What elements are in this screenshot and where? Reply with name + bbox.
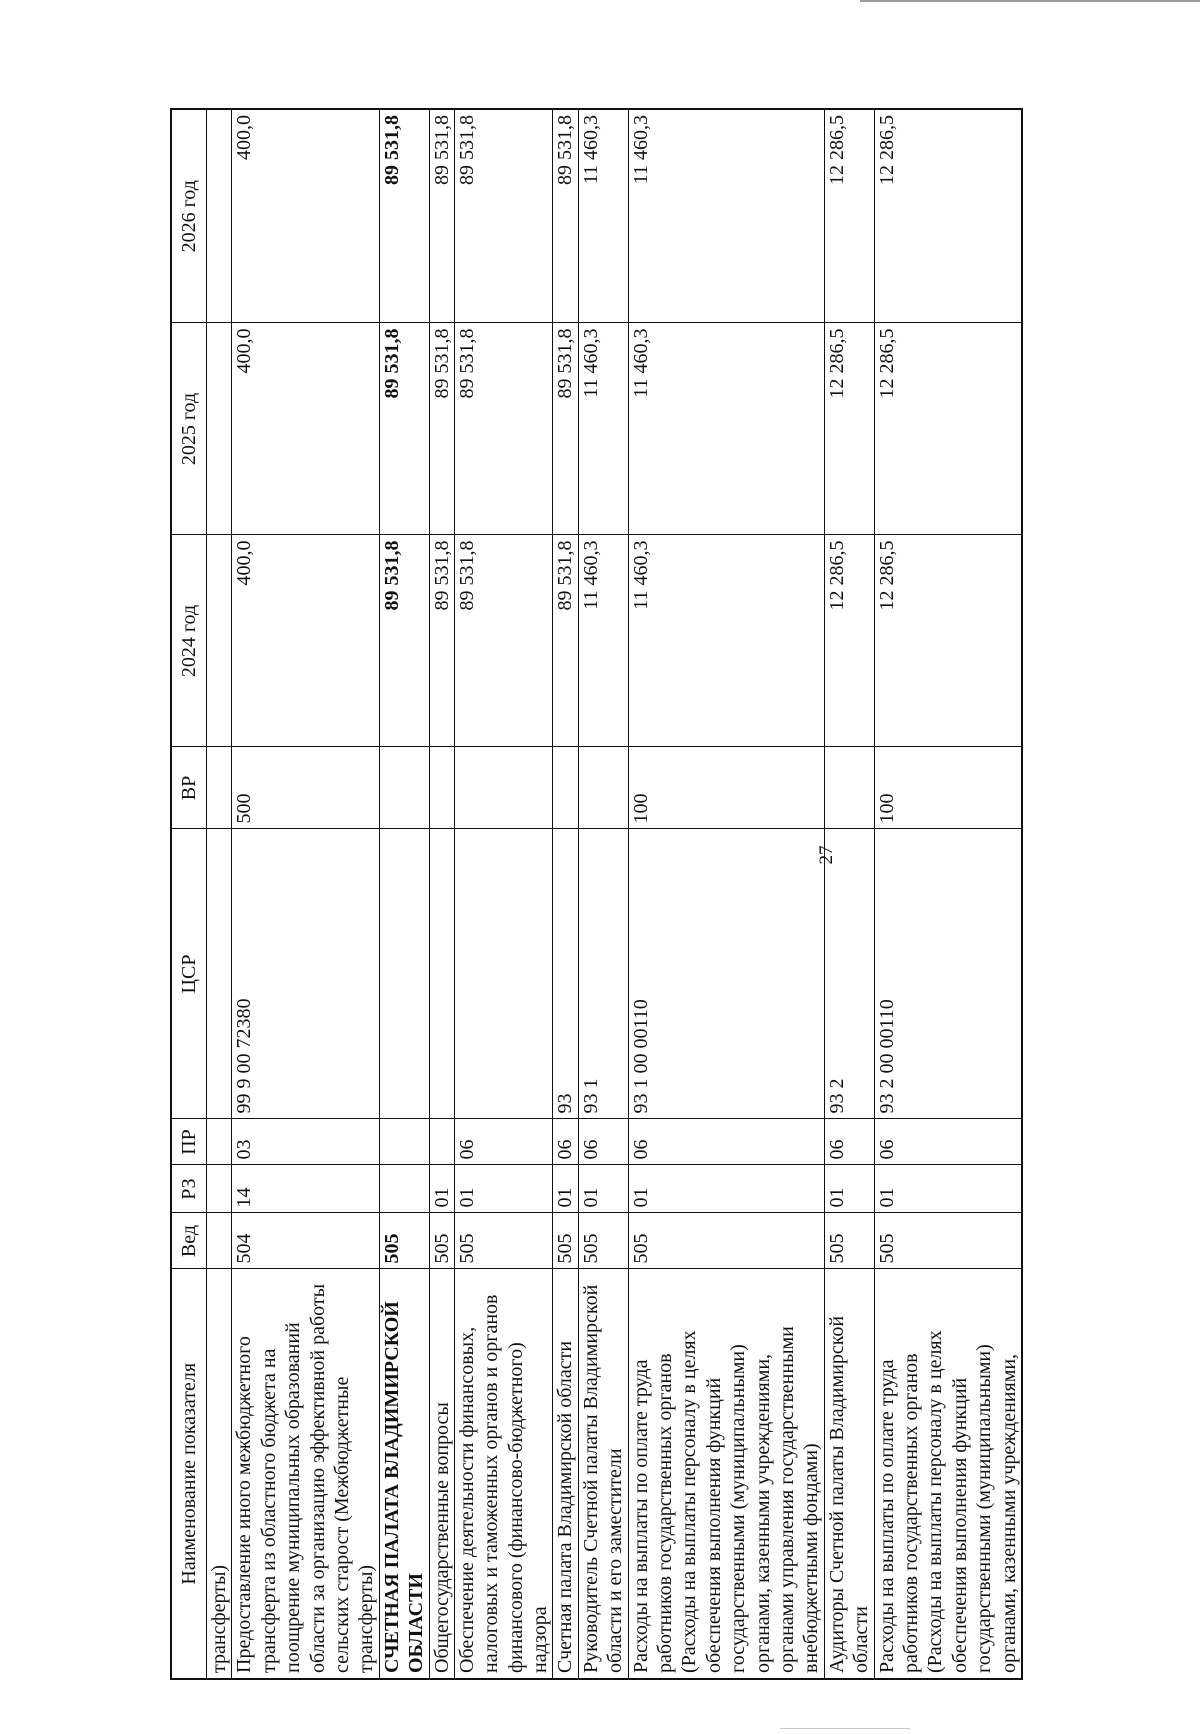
- cell-2025: 11 460,3: [628, 323, 824, 535]
- cell-name: Расходы на выплаты по оплате труда работников государственных органов (Расходы на выплаты персоналу в целях обеспечения выполнения функций государственными (муниципальными) органами, казенными учреждениями, органами управления государственными внебюджетными фондами): [628, 1269, 824, 1679]
- cell-vr: [824, 747, 874, 829]
- header-rz: РЗ: [171, 1165, 207, 1213]
- table-row: [207, 109, 232, 1679]
- cell-vr: 100: [874, 747, 1022, 829]
- budget-table: [170, 108, 1023, 1680]
- cell-ved: 505: [454, 1213, 553, 1269]
- cell-vr: [429, 747, 454, 829]
- cell-2024: 12 286,5: [874, 535, 1022, 747]
- cell-ved: 505: [874, 1213, 1022, 1269]
- cell-2024: 400,0: [232, 535, 379, 747]
- cell-vr: [379, 747, 429, 829]
- cell-pr: 06: [553, 1119, 578, 1165]
- cell-ved: 505: [379, 1213, 429, 1269]
- cell-2026: [207, 109, 232, 323]
- cell-rz: 01: [824, 1165, 874, 1213]
- cell-name: Обеспечение деятельности финансовых, налоговых и таможенных органов и органов финансового (финансово-бюджетного) надзора: [454, 1269, 553, 1679]
- cell-csr: 93 2: [824, 829, 874, 1119]
- cell-2025: 11 460,3: [578, 323, 628, 535]
- cell-2026: 89 531,8: [553, 109, 578, 323]
- table-row: [454, 109, 553, 1679]
- header-name: Наименование показателя: [171, 1269, 207, 1679]
- table-row: [578, 109, 628, 1679]
- cell-vr: [553, 747, 578, 829]
- cell-name: Расходы на выплаты по оплате труда работников государственных органов (Расходы на выплаты персоналу в целях обеспечения выполнения функций государственными (муниципальными) органами, казенными учреждениями,: [874, 1269, 1022, 1679]
- cell-2026: 12 286,5: [874, 109, 1022, 323]
- cell-pr: 06: [454, 1119, 553, 1165]
- cell-vr: 500: [232, 747, 379, 829]
- cell-pr: 06: [578, 1119, 628, 1165]
- header-pr: ПР: [171, 1119, 207, 1165]
- cell-ved: 505: [628, 1213, 824, 1269]
- cell-vr: [454, 747, 553, 829]
- header-csr: ЦСР: [171, 829, 207, 1119]
- cell-2026: 89 531,8: [454, 109, 553, 323]
- cell-ved: 505: [553, 1213, 578, 1269]
- cell-vr: [578, 747, 628, 829]
- cell-rz: 14: [232, 1165, 379, 1213]
- cell-ved: 504: [232, 1213, 379, 1269]
- cell-rz: 01: [578, 1165, 628, 1213]
- cell-csr: [379, 829, 429, 1119]
- header-ved: Вед: [171, 1213, 207, 1269]
- cell-2026: 11 460,3: [628, 109, 824, 323]
- cell-2024: 89 531,8: [379, 535, 429, 747]
- cell-pr: 06: [874, 1119, 1022, 1165]
- cell-csr: [429, 829, 454, 1119]
- cell-2024: 12 286,5: [824, 535, 874, 747]
- cell-2025: 89 531,8: [454, 323, 553, 535]
- cell-2025: [207, 323, 232, 535]
- cell-2024: 89 531,8: [454, 535, 553, 747]
- cell-name: Счетная палата Владимирской области: [553, 1269, 578, 1679]
- table-row: [824, 109, 874, 1679]
- cell-csr: 93: [553, 829, 578, 1119]
- cell-pr: 06: [628, 1119, 824, 1165]
- table-header-row: [171, 109, 207, 1679]
- scan-edge-line-bottom: [780, 1728, 910, 1729]
- cell-2026: 89 531,8: [379, 109, 429, 323]
- cell-rz: 01: [628, 1165, 824, 1213]
- cell-ved: 505: [824, 1213, 874, 1269]
- cell-ved: 505: [578, 1213, 628, 1269]
- cell-2026: 89 531,8: [429, 109, 454, 323]
- cell-2026: 12 286,5: [824, 109, 874, 323]
- cell-2024: 89 531,8: [429, 535, 454, 747]
- header-2025: 2025 год: [171, 323, 207, 535]
- cell-vr: 100: [628, 747, 824, 829]
- header-2024: 2024 год: [171, 535, 207, 747]
- cell-name: трансферты): [207, 1269, 232, 1679]
- cell-2025: 89 531,8: [553, 323, 578, 535]
- cell-ved: [207, 1213, 232, 1269]
- page-number: 27: [816, 845, 837, 865]
- cell-pr: 06: [824, 1119, 874, 1165]
- cell-name: Руководитель Счетной палаты Владимирской области и его заместители: [578, 1269, 628, 1679]
- cell-pr: [379, 1119, 429, 1165]
- cell-2026: 11 460,3: [578, 109, 628, 323]
- cell-2024: [207, 535, 232, 747]
- cell-name: Аудиторы Счетной палаты Владимирской области: [824, 1269, 874, 1679]
- rotated-page-content: [170, 110, 1023, 1680]
- table-row: [874, 109, 1022, 1679]
- cell-2025: 12 286,5: [874, 323, 1022, 535]
- header-2026: 2026 год: [171, 109, 207, 323]
- header-vr: ВР: [171, 747, 207, 829]
- table-row: [553, 109, 578, 1679]
- cell-csr: [207, 829, 232, 1119]
- cell-csr: 93 1 00 00110: [628, 829, 824, 1119]
- table-row: [429, 109, 454, 1679]
- cell-ved: 505: [429, 1213, 454, 1269]
- table-row: [628, 109, 824, 1679]
- cell-rz: [379, 1165, 429, 1213]
- cell-name: СЧЕТНАЯ ПАЛАТА ВЛАДИМИРСКОЙ ОБЛАСТИ: [379, 1269, 429, 1679]
- cell-rz: [207, 1165, 232, 1213]
- cell-pr: 03: [232, 1119, 379, 1165]
- cell-vr: [207, 747, 232, 829]
- cell-rz: 01: [429, 1165, 454, 1213]
- cell-2025: 89 531,8: [379, 323, 429, 535]
- cell-2024: 11 460,3: [578, 535, 628, 747]
- table-row: [379, 109, 429, 1679]
- cell-2025: 12 286,5: [824, 323, 874, 535]
- cell-pr: [207, 1119, 232, 1165]
- scan-edge-line: [860, 0, 1200, 2]
- cell-csr: [454, 829, 553, 1119]
- cell-2025: 89 531,8: [429, 323, 454, 535]
- cell-rz: 01: [874, 1165, 1022, 1213]
- table-row: [232, 109, 379, 1679]
- cell-rz: 01: [454, 1165, 553, 1213]
- cell-name: Общегосударственные вопросы: [429, 1269, 454, 1679]
- cell-name: Предоставление иного межбюджетного трансферта из областного бюджета на поощрение муниципальных образований области за организацию эффективной работы сельских старост (Межбюджетные трансферты): [232, 1269, 379, 1679]
- cell-2026: 400,0: [232, 109, 379, 323]
- cell-2024: 11 460,3: [628, 535, 824, 747]
- cell-csr: 93 2 00 00110: [874, 829, 1022, 1119]
- cell-2025: 400,0: [232, 323, 379, 535]
- cell-csr: 99 9 00 72380: [232, 829, 379, 1119]
- cell-pr: [429, 1119, 454, 1165]
- cell-rz: 01: [553, 1165, 578, 1213]
- cell-csr: 93 1: [578, 829, 628, 1119]
- cell-2024: 89 531,8: [553, 535, 578, 747]
